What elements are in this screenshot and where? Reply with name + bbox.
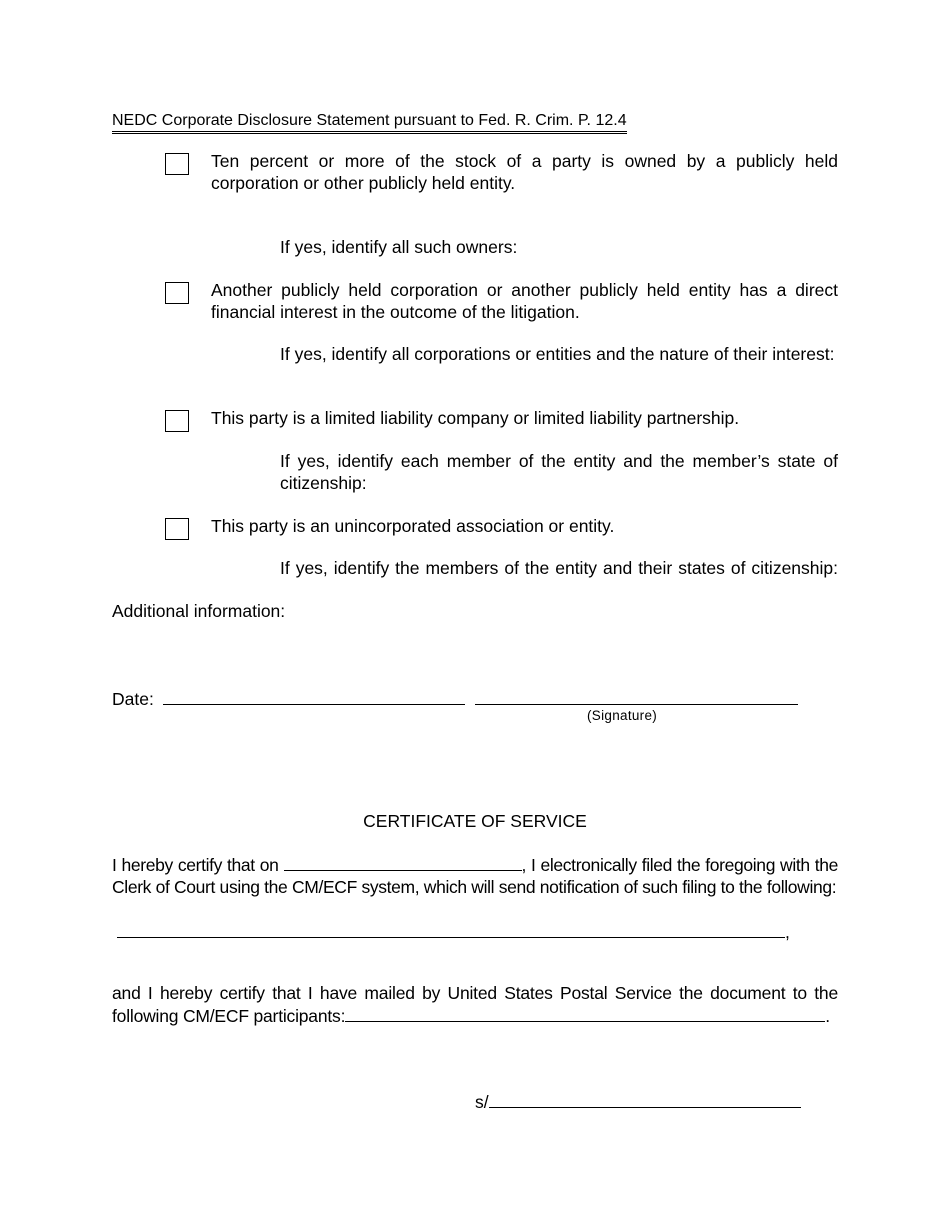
- mail-paragraph: [112, 983, 838, 1027]
- disclosure-2-statement: Another publicly held corporation or another publicly held entity has a direct financial interest in the outcome of the litigation.: [211, 280, 838, 322]
- electronic-signature-row: [475, 1090, 801, 1114]
- recipients-row: [117, 920, 790, 944]
- disclosure-1-followup: If yes, identify all such owners:: [280, 237, 518, 257]
- disclosure-3-followup: If yes, identify each member of the entity and the member’s state of citizenship:: [280, 451, 838, 493]
- mail-participants-field[interactable]: [345, 1005, 825, 1022]
- additional-info-label: Additional information:: [112, 601, 286, 621]
- filing-date-field[interactable]: [284, 854, 522, 871]
- certificate-heading: CERTIFICATE OF SERVICE: [363, 811, 587, 831]
- signature-caption: (Signature): [587, 708, 658, 723]
- date-label: Date:: [112, 689, 154, 709]
- disclosure-2-followup: If yes, identify all corporations or entities and the nature of their interest:: [280, 344, 835, 364]
- mail-trailer: .: [825, 1005, 831, 1026]
- disclosure-1-checkbox[interactable]: [165, 153, 189, 175]
- signature-row: [475, 687, 798, 711]
- disclosure-3-checkbox[interactable]: [165, 410, 189, 432]
- recipients-field[interactable]: [117, 920, 785, 938]
- disclosure-2-checkbox[interactable]: [165, 282, 189, 304]
- document-title: NEDC Corporate Disclosure Statement pursuant to Fed. R. Crim. P. 12.4: [112, 111, 627, 134]
- disclosure-4-checkbox[interactable]: [165, 518, 189, 540]
- date-field[interactable]: [163, 687, 465, 705]
- certificate-paragraph: [112, 854, 838, 898]
- certify-suffix: , I electronically filed the foregoing with the Clerk of Court using the CM/ECF system, which will send notification of such filing to the following:: [112, 855, 839, 897]
- disclosure-4-statement: This party is an unincorporated association or entity.: [211, 516, 615, 536]
- mail-text: and I hereby certify that I have mailed by United States Postal Service the document to the following CM/ECF participants:: [112, 983, 838, 1026]
- signature-field[interactable]: [475, 687, 798, 705]
- electronic-signature-field[interactable]: [489, 1090, 801, 1108]
- disclosure-4-followup: If yes, identify the members of the entity and their states of citizenship:: [280, 558, 838, 578]
- disclosure-1-statement: Ten percent or more of the stock of a party is owned by a publicly held corporation or other publicly held entity.: [211, 151, 838, 193]
- date-row: [112, 687, 465, 711]
- recipients-trailer: ,: [785, 922, 790, 942]
- disclosure-3-statement: This party is a limited liability company or limited liability partnership.: [211, 408, 740, 428]
- electronic-signature-prefix: s/: [475, 1092, 489, 1112]
- certify-prefix: I hereby certify that on: [112, 855, 279, 875]
